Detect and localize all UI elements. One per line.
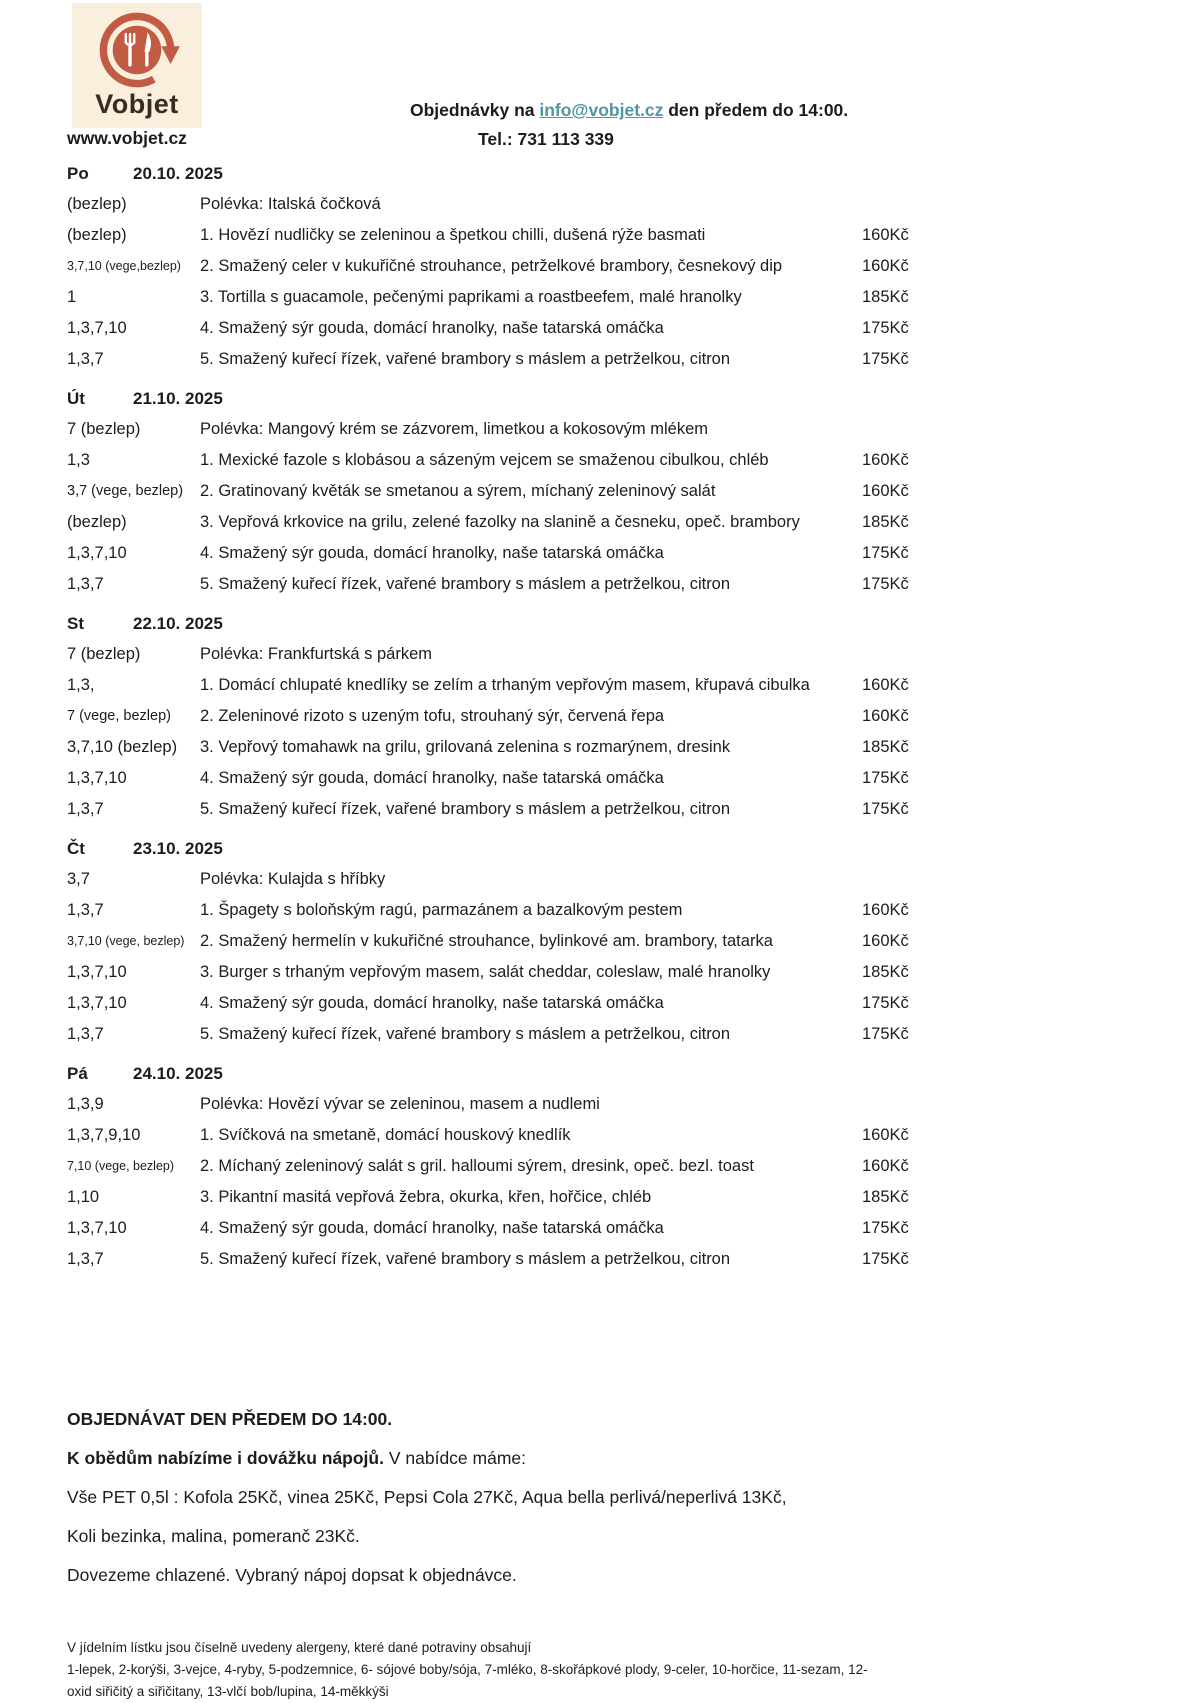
drinks-intro-bold: K obědům nabízíme i dovážku nápojů. <box>67 1448 384 1468</box>
dish-text: 5. Smažený kuřecí řízek, vařené brambory s máslem a petrželkou, citron <box>200 350 731 368</box>
menu-row <box>67 895 1190 926</box>
menu-row <box>67 414 1190 445</box>
dish-text: 4. Smažený sýr gouda, domácí hranolky, naše tatarská omáčka <box>200 1219 664 1237</box>
dish-text: Polévka: Hovězí vývar se zeleninou, masem a nudlemi <box>200 1095 600 1113</box>
day-rows <box>67 414 1190 600</box>
day-section <box>67 608 1190 825</box>
dish-text: 5. Smažený kuřecí řízek, vařené brambory s máslem a petrželkou, citron <box>200 575 731 593</box>
allergen-legend-list-line1: 1-lepek, 2-korýši, 3-vejce, 4-ryby, 5-podzemnice, 6- sójové boby/sója, 7-mléko, 8-skořápkové plody, 9-celer, 10-horčice, 11-sezam, 12- <box>67 1662 868 1677</box>
allergen-codes: 1,3,7,10 <box>67 544 127 562</box>
brand-name: Vobjet <box>95 89 179 119</box>
allergen-codes: 1,3,7,10 <box>67 319 127 337</box>
dish-text: 2. Zeleninové rizoto s uzeným tofu, strouhaný sýr, červená řepa <box>200 707 665 725</box>
price: 175Kč <box>862 544 909 562</box>
dish-text: Polévka: Italská čočková <box>200 195 381 213</box>
dish-text: 1. Svíčková na smetaně, domácí houskový knedlík <box>200 1126 571 1144</box>
dish-text: Polévka: Frankfurtská s párkem <box>200 645 432 663</box>
menu-row <box>67 1120 1190 1151</box>
menu-row <box>67 507 1190 538</box>
drinks-intro <box>67 1439 1190 1478</box>
price: 185Kč <box>862 288 909 306</box>
menu-root <box>0 158 1190 1275</box>
price: 175Kč <box>862 1219 909 1237</box>
menu-row <box>67 251 1190 282</box>
menu-row <box>67 864 1190 895</box>
dish-text: 3. Vepřová krkovice na grilu, zelené fazolky na slanině a česneku, opeč. brambory <box>200 513 800 531</box>
allergen-codes: (bezlep) <box>67 513 127 531</box>
email-link[interactable]: info@vobjet.cz <box>539 100 664 120</box>
allergen-codes: 1,3,7,10 <box>67 769 127 787</box>
phone-number: Tel.: 731 113 339 <box>478 129 614 149</box>
allergen-codes: 7 (bezlep) <box>67 420 141 438</box>
day-header <box>67 1058 1190 1089</box>
allergen-codes: (bezlep) <box>67 226 127 244</box>
price: 175Kč <box>862 800 909 818</box>
price: 160Kč <box>862 1126 909 1144</box>
allergen-codes: 3,7 <box>67 870 90 888</box>
price: 185Kč <box>862 1188 909 1206</box>
menu-row <box>67 220 1190 251</box>
day-section <box>67 383 1190 600</box>
menu-row <box>67 1089 1190 1120</box>
allergen-codes: 1,3, <box>67 676 95 694</box>
dish-text: 3. Tortilla s guacamole, pečenými paprikami a roastbeefem, malé hranolky <box>200 288 742 306</box>
price: 175Kč <box>862 319 909 337</box>
dish-text: 1. Domácí chlupaté knedlíky se zelím a trhaným vepřovým masem, křupavá cibulka <box>200 676 810 694</box>
price: 175Kč <box>862 1250 909 1268</box>
website-url: www.vobjet.cz <box>67 128 187 148</box>
dish-text: 1. Špagety s boloňským ragú, parmazánem a bazalkovým pestem <box>200 901 683 919</box>
allergen-legend-list-line2: oxid siřičitý a siřičitany, 13-vlčí bob/lupina, 14-měkkýši <box>67 1684 389 1699</box>
menu-row <box>67 670 1190 701</box>
price: 160Kč <box>862 451 909 469</box>
dish-text: 3. Vepřový tomahawk na grilu, grilovaná zelenina s rozmarýnem, dresink <box>200 738 731 756</box>
order-deadline-note: OBJEDNÁVAT DEN PŘEDEM DO 14:00. <box>67 1409 393 1429</box>
day-rows <box>67 864 1190 1050</box>
dish-text: Polévka: Kulajda s hříbky <box>200 870 386 888</box>
allergen-codes: 7,10 (vege, bezlep) <box>67 1159 175 1173</box>
order-instruction <box>410 100 848 121</box>
day-date: 23.10. 2025 <box>133 839 223 858</box>
price: 185Kč <box>862 963 909 981</box>
menu-row <box>67 569 1190 600</box>
menu-row <box>67 639 1190 670</box>
menu-row <box>67 1151 1190 1182</box>
menu-row <box>67 476 1190 507</box>
menu-row <box>67 189 1190 220</box>
day-abbrev: Čt <box>67 839 85 858</box>
price: 160Kč <box>862 676 909 694</box>
dish-text: Polévka: Mangový krém se zázvorem, limetkou a kokosovým mlékem <box>200 420 709 438</box>
price: 160Kč <box>862 901 909 919</box>
menu-row <box>67 313 1190 344</box>
day-date: 21.10. 2025 <box>133 389 223 408</box>
day-date: 20.10. 2025 <box>133 164 223 183</box>
dish-text: 1. Mexické fazole s klobásou a sázeným vejcem se smaženou cibulkou, chléb <box>200 451 769 469</box>
day-section <box>67 1058 1190 1275</box>
allergen-codes: 7 (vege, bezlep) <box>67 708 171 724</box>
day-section <box>67 833 1190 1050</box>
menu-row <box>67 988 1190 1019</box>
allergen-codes: 1,3,7,10 <box>67 994 127 1012</box>
allergen-codes: 3,7,10 (bezlep) <box>67 738 178 756</box>
day-rows <box>67 639 1190 825</box>
dish-text: 3. Burger s trhaným vepřovým masem, salát cheddar, coleslaw, malé hranolky <box>200 963 771 981</box>
price: 160Kč <box>862 257 909 275</box>
day-abbrev: St <box>67 614 84 633</box>
menu-row <box>67 445 1190 476</box>
menu-row <box>67 732 1190 763</box>
dish-text: 4. Smažený sýr gouda, domácí hranolky, naše tatarská omáčka <box>200 769 664 787</box>
menu-row <box>67 1244 1190 1275</box>
price: 175Kč <box>862 769 909 787</box>
footer-notes <box>0 1400 1190 1595</box>
allergen-codes: 3,7,10 (vege, bezlep) <box>67 934 185 948</box>
day-section <box>67 158 1190 375</box>
day-abbrev: Pá <box>67 1064 88 1083</box>
price: 160Kč <box>862 226 909 244</box>
day-abbrev: Út <box>67 389 85 408</box>
dish-text: 4. Smažený sýr gouda, domácí hranolky, naše tatarská omáčka <box>200 994 664 1012</box>
dish-text: 2. Smažený celer v kukuřičné strouhance, petrželkové brambory, česnekový dip <box>200 257 783 275</box>
price: 185Kč <box>862 738 909 756</box>
price: 160Kč <box>862 482 909 500</box>
menu-row <box>67 1182 1190 1213</box>
day-date: 24.10. 2025 <box>133 1064 223 1083</box>
drinks-intro-rest: V nabídce máme: <box>383 1448 527 1468</box>
dish-text: 5. Smažený kuřecí řízek, vařené brambory s máslem a petrželkou, citron <box>200 1250 731 1268</box>
dish-text: 4. Smažený sýr gouda, domácí hranolky, naše tatarská omáčka <box>200 544 664 562</box>
menu-row <box>67 926 1190 957</box>
dish-text: 2. Gratinovaný květák se smetanou a sýrem, míchaný zeleninový salát <box>200 482 716 500</box>
day-header <box>67 833 1190 864</box>
drinks-list-line2: Koli bezinka, malina, pomeranč 23Kč. <box>67 1526 360 1546</box>
menu-row <box>67 538 1190 569</box>
day-header <box>67 383 1190 414</box>
day-header <box>67 158 1190 189</box>
dish-text: 1. Hovězí nudličky se zeleninou a špetkou chilli, dušená rýže basmati <box>200 226 706 244</box>
allergen-codes: 1,3,7,10 <box>67 1219 127 1237</box>
dish-text: 3. Pikantní masitá vepřová žebra, okurka, křen, hořčice, chléb <box>200 1188 652 1206</box>
dish-text: 2. Smažený hermelín v kukuřičné strouhance, bylinkové am. brambory, tatarka <box>200 932 773 950</box>
drinks-list-line1: Vše PET 0,5l : Kofola 25Kč, vinea 25Kč, Pepsi Cola 27Kč, Aqua bella perlivá/neperlivá 13Kč, <box>67 1487 787 1507</box>
menu-row <box>67 282 1190 313</box>
allergen-codes: 3,7 (vege, bezlep) <box>67 483 184 499</box>
menu-row <box>67 763 1190 794</box>
price: 160Kč <box>862 707 909 725</box>
price: 175Kč <box>862 994 909 1012</box>
allergen-codes: 1,3,7 <box>67 575 104 593</box>
price: 175Kč <box>862 1025 909 1043</box>
allergen-legend <box>0 1637 1107 1703</box>
day-abbrev: Po <box>67 164 89 183</box>
allergen-codes: 1,3 <box>67 451 90 469</box>
delivery-note: Dovezeme chlazené. Vybraný nápoj dopsat k objednávce. <box>67 1565 517 1585</box>
allergen-codes: 1,3,7 <box>67 901 104 919</box>
allergen-codes: (bezlep) <box>67 195 127 213</box>
allergen-codes: 1,3,7,10 <box>67 963 127 981</box>
allergen-legend-intro: V jídelním lístku jsou číselně uvedeny alergeny, které dané potraviny obsahují <box>67 1640 532 1655</box>
menu-row <box>67 1213 1190 1244</box>
fork-knife-arrow-circle-icon <box>95 8 179 92</box>
menu-row <box>67 1019 1190 1050</box>
page-header <box>0 0 1190 158</box>
day-date: 22.10. 2025 <box>133 614 223 633</box>
allergen-codes: 1,3,7,9,10 <box>67 1126 141 1144</box>
allergen-codes: 1,10 <box>67 1188 100 1206</box>
allergen-codes: 7 (bezlep) <box>67 645 141 663</box>
order-prefix: Objednávky na <box>410 100 540 120</box>
brand-logo <box>72 3 202 128</box>
menu-row <box>67 957 1190 988</box>
dish-text: 5. Smažený kuřecí řízek, vařené brambory s máslem a petrželkou, citron <box>200 1025 731 1043</box>
day-header <box>67 608 1190 639</box>
allergen-codes: 1,3,7 <box>67 350 104 368</box>
dish-text: 4. Smažený sýr gouda, domácí hranolky, naše tatarská omáčka <box>200 319 664 337</box>
allergen-codes: 1,3,7 <box>67 800 104 818</box>
price: 175Kč <box>862 350 909 368</box>
allergen-codes: 1,3,7 <box>67 1025 104 1043</box>
menu-row <box>67 794 1190 825</box>
price: 185Kč <box>862 513 909 531</box>
allergen-codes: 1,3,9 <box>67 1095 104 1113</box>
day-rows <box>67 189 1190 375</box>
price: 160Kč <box>862 1157 909 1175</box>
allergen-codes: 1,3,7 <box>67 1250 104 1268</box>
menu-row <box>67 701 1190 732</box>
day-rows <box>67 1089 1190 1275</box>
price: 175Kč <box>862 575 909 593</box>
menu-row <box>67 344 1190 375</box>
allergen-codes: 3,7,10 (vege,bezlep) <box>67 259 181 273</box>
dish-text: 5. Smažený kuřecí řízek, vařené brambory s máslem a petrželkou, citron <box>200 800 731 818</box>
dish-text: 2. Míchaný zeleninový salát s gril. halloumi sýrem, dresink, opeč. bezl. toast <box>200 1157 754 1175</box>
price: 160Kč <box>862 932 909 950</box>
order-suffix: den předem do 14:00. <box>663 100 849 120</box>
allergen-codes: 1 <box>67 288 77 306</box>
